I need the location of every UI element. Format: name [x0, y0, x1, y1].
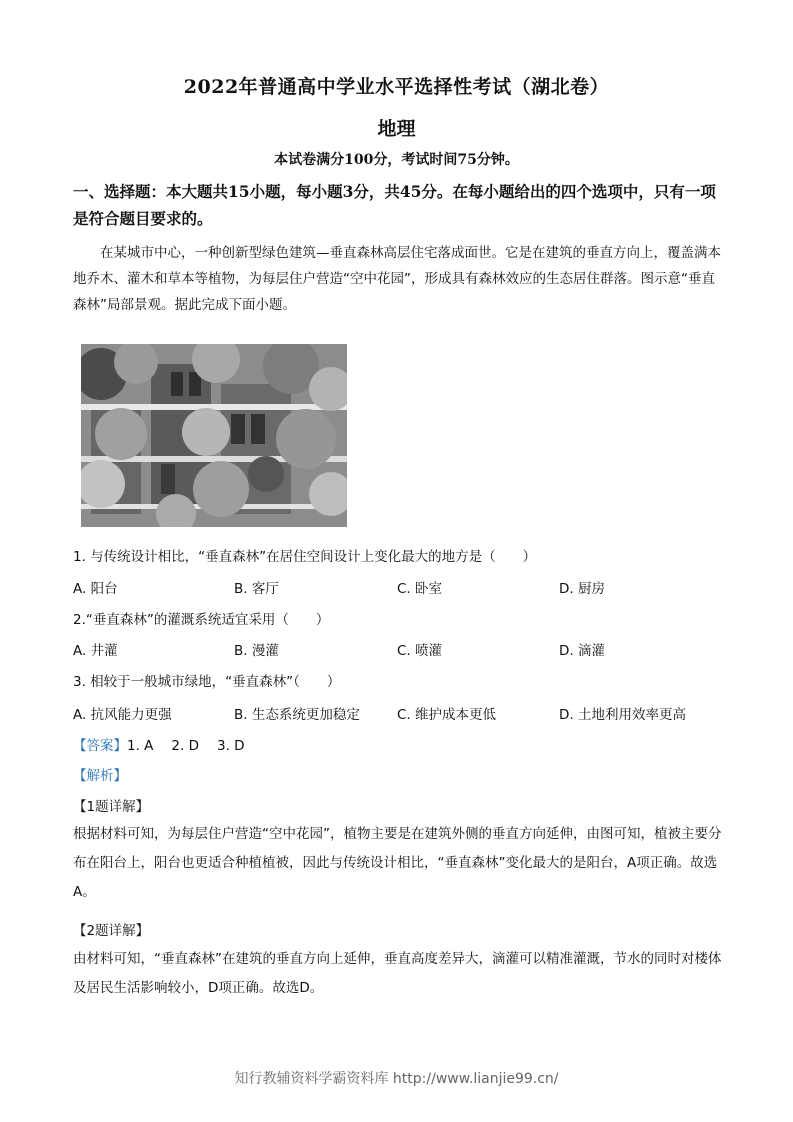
question-3-option-c: C. 维护成本更低 — [397, 707, 497, 723]
question-3-stem: 3. 相较于一般城市绿地，“垂直森林”（ ） — [73, 674, 341, 690]
answer-3: 3. D — [217, 738, 245, 754]
question-3-option-a: A. 抗风能力更强 — [73, 707, 172, 723]
answer-2: 2. D — [171, 738, 199, 754]
subject-title: 地理 — [377, 118, 416, 140]
material-paragraph: 在某城市中心，一种创新型绿色建筑—垂直森林高层住宅落成面世。它是在建筑的垂直方向上，覆盖满本地乔木、灌木和草本等植物，为每层住户营造“空中花园”，形成具有森林效应的生态居住群落。图示意“垂直森林”局部景观。据此完成下面小题。 — [73, 245, 721, 313]
question-2-option-d: D. 滴灌 — [559, 643, 605, 659]
answer-tag: 【答案】 — [73, 738, 127, 754]
exam-note: 本试卷满分100分，考试时间75分钟。 — [274, 152, 519, 168]
question-1-option-b: B. 客厅 — [234, 581, 279, 597]
detail-2-text: 由材料可知，“垂直森林”在建筑的垂直方向上延伸，垂直高度差异大，滴灌可以精准灌溉，节水的同时对楼体及居民生活影响较小，D项正确。故选D。 — [73, 951, 722, 996]
detail-1-text: 根据材料可知，为每层住户营造“空中花园”，植物主要是在建筑外侧的垂直方向延伸，由图可知，植被主要分布在阳台上，阳台也更适合种植植被，因此与传统设计相比，“垂直森林”变化最大的是阳台，A项正确。故选A。 — [73, 826, 722, 900]
question-1-stem: 1. 与传统设计相比，“垂直森林”在居住空间设计上变化最大的地方是（ ） — [73, 549, 537, 565]
question-3-option-b: B. 生态系统更加稳定 — [234, 707, 360, 723]
question-2-option-a: A. 井灌 — [73, 643, 118, 659]
vertical-forest-image — [81, 344, 347, 527]
analysis-tag: 【解析】 — [73, 768, 127, 784]
question-2-option-b: B. 漫灌 — [234, 643, 279, 659]
question-2-stem: 2.“垂直森林”的灌溉系统适宜采用（ ） — [73, 612, 330, 628]
answer-1: 1. A — [127, 738, 154, 754]
detail-1-heading: 【1题详解】 — [73, 799, 150, 815]
detail-2-heading: 【2题详解】 — [73, 923, 150, 939]
question-1-option-d: D. 厨房 — [559, 581, 605, 597]
question-1-option-c: C. 卧室 — [397, 581, 443, 597]
exam-title: 2022年普通高中学业水平选择性考试（湖北卷） — [183, 76, 610, 98]
question-1-option-a: A. 阳台 — [73, 581, 118, 597]
vertical-forest-photo — [81, 344, 347, 527]
question-2-option-c: C. 喷灌 — [397, 643, 443, 659]
section-heading: 一、选择题：本大题共15小题，每小题3分，共45分。在每小题给出的四个选项中，只有一项是符合题目要求的。 — [73, 182, 716, 228]
answer-line — [73, 734, 263, 754]
question-3-option-d: D. 土地利用效率更高 — [559, 707, 686, 723]
footer-watermark: 知行教辅资料学霸资料库 http://www.lianjie99.cn/ — [234, 1071, 559, 1087]
